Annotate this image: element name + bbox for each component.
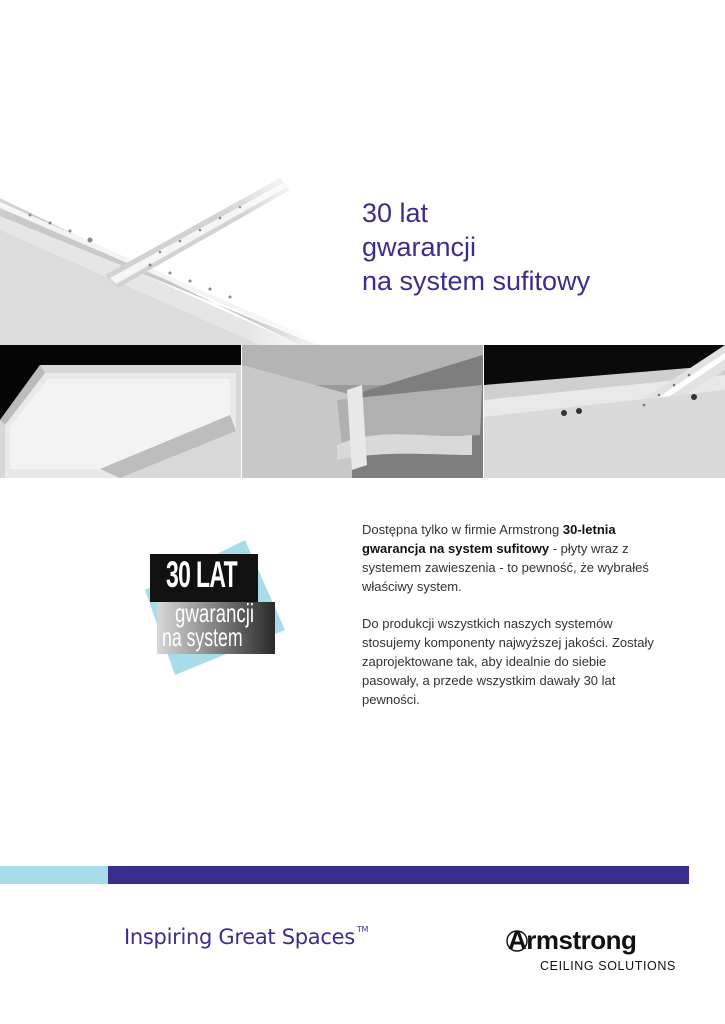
- logo-subtitle: CEILING SOLUTIONS: [540, 959, 676, 973]
- body-text: [362, 520, 662, 727]
- paragraph-1: [362, 520, 662, 596]
- footer-bar-dark: [108, 866, 689, 884]
- tagline: [124, 925, 368, 949]
- title-line-1: 30 lat: [362, 198, 429, 228]
- warranty-badge: [145, 540, 285, 675]
- logo-wordmark: Armstrong: [508, 925, 637, 955]
- ceiling-grid-hero-image: [0, 150, 330, 345]
- paragraph-1-rest: - płyty wraz z systemem zawieszenia - to pewność, że wybrałeś właściwy system.: [362, 541, 649, 594]
- trademark-mark: TM: [356, 925, 369, 934]
- ceiling-edge-photo-2: [242, 345, 483, 478]
- paragraph-2: Do produkcji wszystkich naszych systemów stosujemy komponenty najwyższej jakości. Zostały zaprojektowane tak, aby idealnie do siebie pasowały, a przede wszystkim dawały 30 lat pewności.: [362, 616, 654, 707]
- paragraph-1-highlight: 30-letnia gwarancja na system sufitowy: [362, 522, 616, 556]
- title-line-2: gwarancji: [362, 232, 477, 262]
- footer-bar-light: [0, 866, 108, 884]
- page-title: [362, 196, 590, 298]
- badge-system: na system: [162, 622, 243, 652]
- badge-years: 30 LAT: [166, 554, 238, 595]
- armstrong-logo: [508, 925, 693, 980]
- ceiling-tile-photo-1: [0, 345, 241, 478]
- paragraph-1-intro: Dostępna tylko w firmie Armstrong: [362, 522, 563, 537]
- title-line-3: na system sufitowy: [362, 266, 591, 296]
- tagline-text: Inspiring Great Spaces: [124, 925, 355, 949]
- logo-ring-icon: [506, 930, 528, 952]
- ceiling-rail-photo-3: [484, 345, 725, 478]
- badge-warranty: gwarancji: [175, 598, 255, 628]
